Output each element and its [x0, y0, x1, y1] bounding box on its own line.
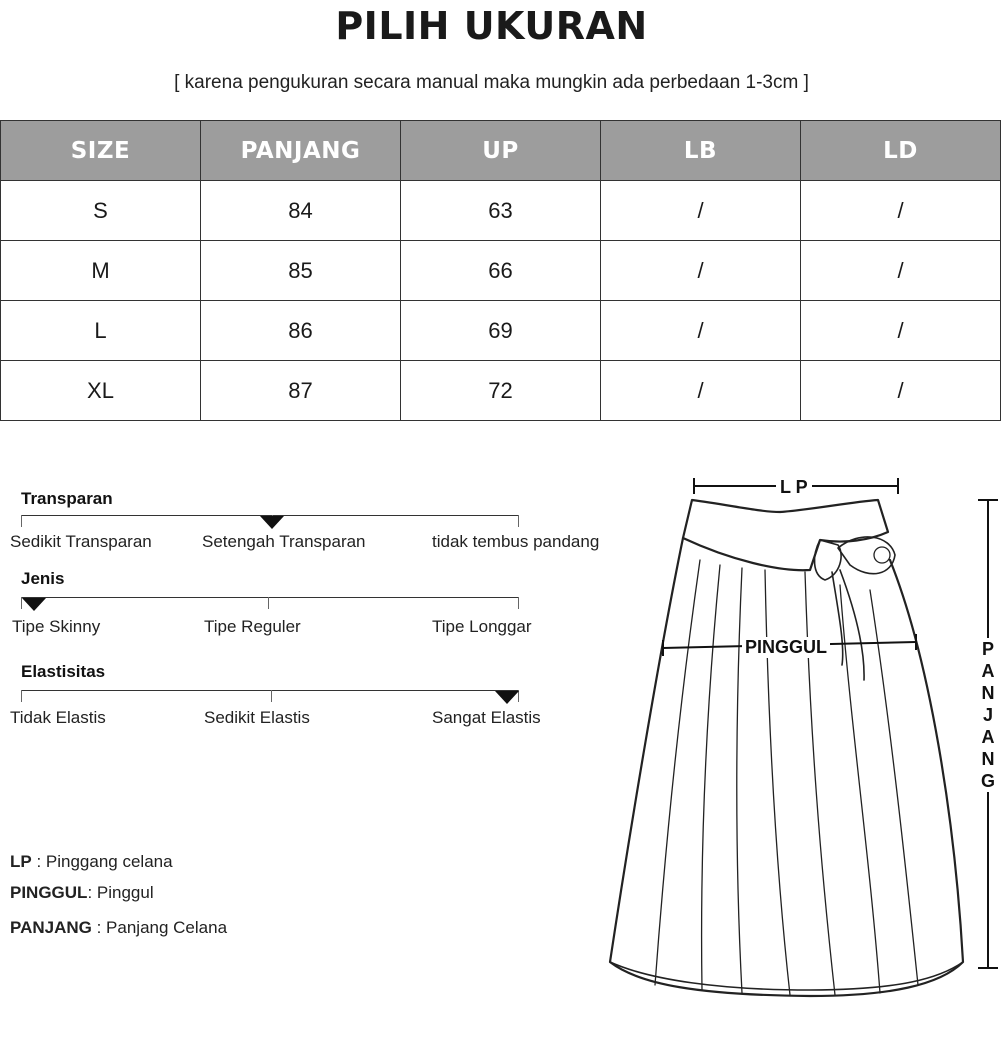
scale-tick: [21, 690, 22, 702]
lp-dimension-label: L P: [776, 477, 812, 498]
table-cell: /: [801, 301, 1001, 361]
table-row: [1, 181, 1001, 241]
header-lb: LB: [601, 121, 801, 181]
scale-option-label: Tidak Elastis: [10, 708, 106, 727]
table-row: [1, 241, 1001, 301]
legend-separator: :: [91, 918, 107, 937]
scale-option-label: Tipe Skinny: [12, 617, 101, 636]
table-cell: L: [1, 301, 201, 361]
table-row: [1, 361, 1001, 421]
legend-value: Panjang Celana: [106, 918, 228, 937]
scale-option-label: Sedikit Transparan: [10, 532, 152, 551]
scale-option-label: tidak tembus pandang: [432, 532, 600, 551]
header-ld: LD: [801, 121, 1001, 181]
table-cell: /: [801, 241, 1001, 301]
table-cell: S: [1, 181, 201, 241]
scale-option-label: Tipe Reguler: [204, 617, 301, 636]
header-up: UP: [401, 121, 601, 181]
size-table: [0, 120, 1001, 421]
table-cell: 72: [401, 361, 601, 421]
table-cell: XL: [1, 361, 201, 421]
legend-key: PANJANG: [10, 918, 92, 937]
scale-option-label: Sangat Elastis: [432, 708, 541, 727]
scale-title-transparan: Transparan: [21, 489, 113, 508]
table-cell: /: [801, 361, 1001, 421]
legend-separator: :: [87, 883, 97, 902]
legend-key: LP: [10, 852, 32, 871]
table-cell: /: [601, 301, 801, 361]
selected-marker-icon: [495, 691, 519, 704]
legend-item-panjang: [10, 918, 227, 938]
table-cell: 85: [201, 241, 401, 301]
table-cell: /: [601, 241, 801, 301]
table-cell: M: [1, 241, 201, 301]
legend-key: PINGGUL: [10, 883, 88, 902]
header-panjang: PANJANG: [201, 121, 401, 181]
scale-option-label: Tipe Longgar: [432, 617, 532, 636]
legend-value: Pinggul: [96, 883, 154, 902]
scale-tick: [518, 597, 519, 609]
page-subtitle: [ karena pengukuran secara manual maka mungkin ada perbedaan 1-3cm ]: [174, 72, 809, 93]
panjang-dimension-label: PANJANG: [977, 638, 999, 792]
table-cell: 66: [401, 241, 601, 301]
legend-item-pinggul: [10, 883, 154, 903]
table-cell: 63: [401, 181, 601, 241]
scale-tick: [268, 597, 269, 609]
table-cell: /: [601, 181, 801, 241]
page-title: PILIH UKURAN: [335, 4, 648, 48]
table-cell: 84: [201, 181, 401, 241]
legend-value: Pinggang celana: [45, 852, 173, 871]
legend-separator: :: [31, 852, 46, 871]
scale-tick: [21, 515, 22, 527]
table-cell: /: [601, 361, 801, 421]
table-row: [1, 301, 1001, 361]
table-cell: 69: [401, 301, 601, 361]
scale-tick: [271, 690, 272, 702]
legend-item-lp: [10, 852, 173, 872]
selected-marker-icon: [260, 516, 284, 529]
scale-option-label: Setengah Transparan: [202, 532, 366, 551]
skirt-illustration: [600, 460, 1005, 1020]
table-cell: 86: [201, 301, 401, 361]
size-table-header-row: [1, 121, 1001, 181]
selected-marker-icon: [22, 598, 46, 611]
scale-line-jenis: [21, 597, 519, 598]
scale-tick: [518, 515, 519, 527]
pinggul-dimension-label: PINGGUL: [742, 637, 830, 658]
scale-title-elastisitas: Elastisitas: [21, 662, 106, 681]
table-cell: /: [801, 181, 1001, 241]
scale-title-jenis: Jenis: [21, 569, 65, 588]
scale-line-elastisitas: [21, 690, 519, 691]
header-size: SIZE: [1, 121, 201, 181]
table-cell: 87: [201, 361, 401, 421]
scale-option-label: Sedikit Elastis: [204, 708, 310, 727]
